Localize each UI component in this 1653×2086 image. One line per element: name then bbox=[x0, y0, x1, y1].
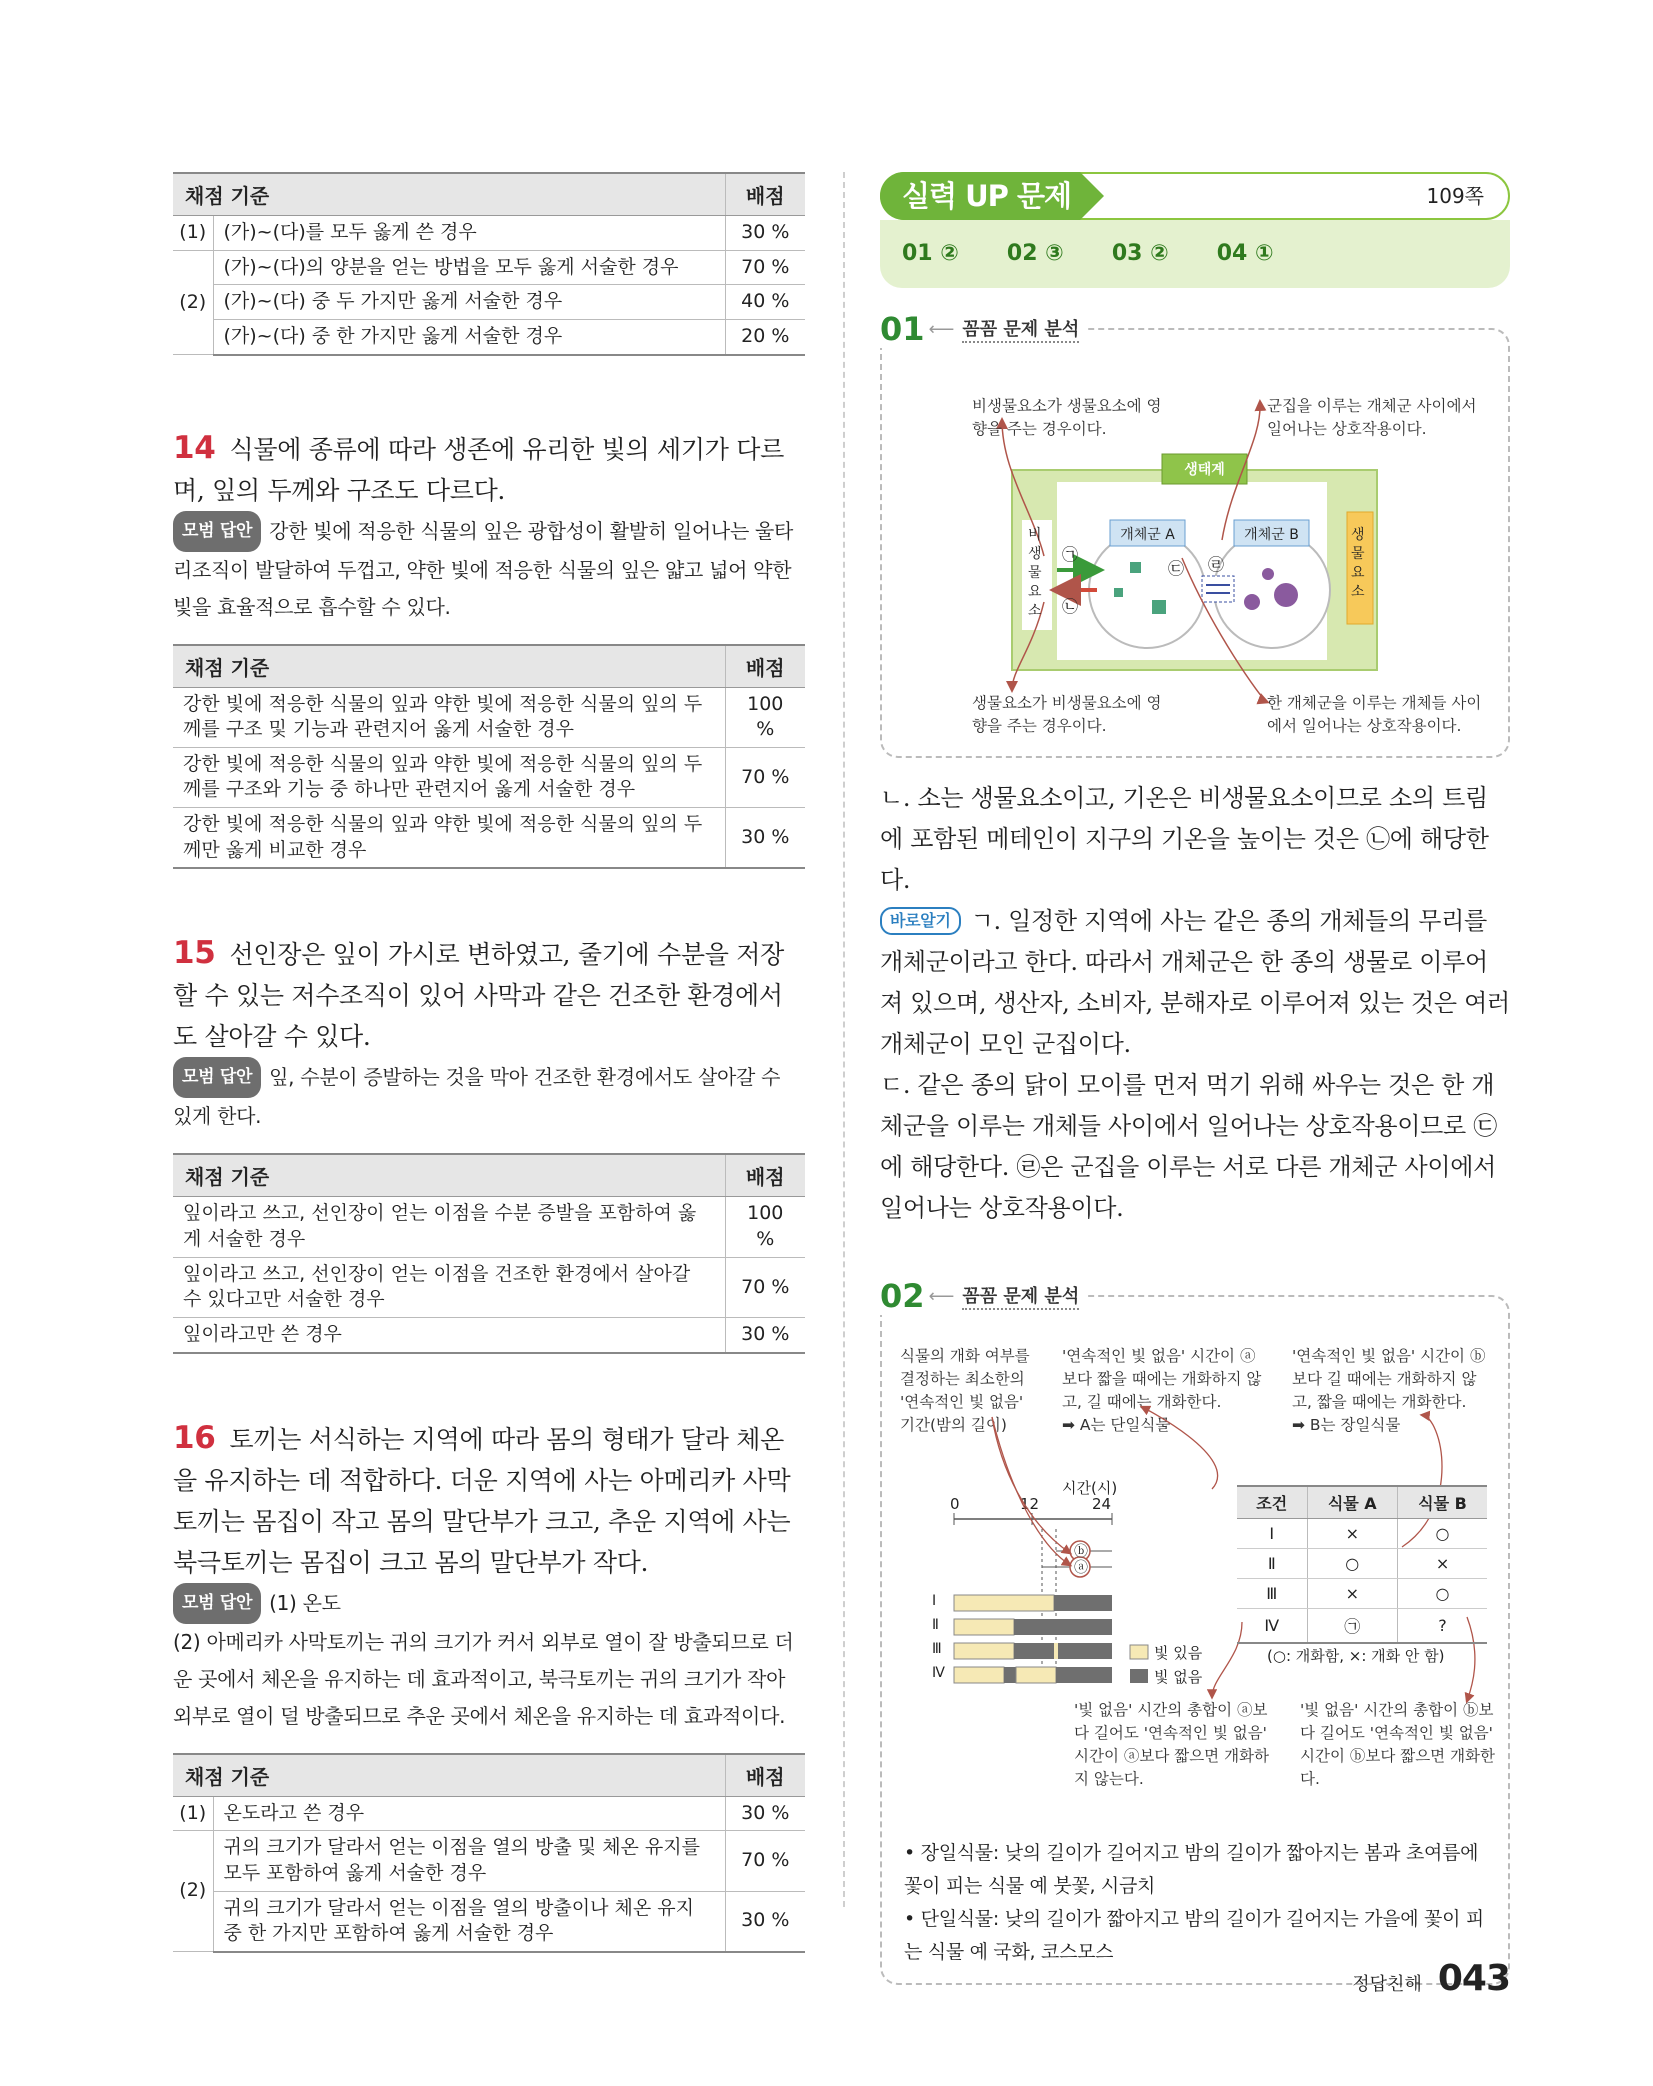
points: 30 % bbox=[725, 1796, 805, 1831]
page-number: 043 bbox=[1437, 1958, 1510, 1999]
explanation-01 bbox=[880, 778, 1510, 1229]
footer-label: 정답친해 bbox=[1352, 1974, 1422, 1995]
question-number: 16 bbox=[173, 1419, 216, 1456]
question-15 bbox=[173, 933, 805, 1353]
analysis-box-02 bbox=[880, 1277, 1510, 1985]
analysis-label: 꼼꼼 문제 분석 bbox=[962, 315, 1079, 343]
points: 30 % bbox=[725, 808, 805, 869]
table-row bbox=[1237, 1579, 1487, 1609]
points: 100 % bbox=[725, 687, 805, 747]
bar-dark bbox=[1014, 1619, 1112, 1635]
flowering-table-header: 식물 B bbox=[1398, 1486, 1487, 1519]
table-row bbox=[173, 1831, 805, 1891]
table-row bbox=[1237, 1549, 1487, 1579]
bar-light bbox=[954, 1643, 1014, 1659]
question-body: 선인장은 잎이 가시로 변하였고, 줄기에 수분을 저장할 수 있는 저수조직이 있어 사막과 같은 건조한 환경에서도 살아갈 수 있다. bbox=[173, 940, 784, 1052]
bar-light bbox=[1054, 1643, 1058, 1659]
note-plant-b-conclusion: ➡ B는 장일식물 bbox=[1292, 1416, 1401, 1434]
table-row bbox=[173, 687, 805, 747]
model-answer bbox=[173, 511, 805, 626]
organism-square bbox=[1130, 562, 1141, 573]
question-14 bbox=[173, 428, 805, 870]
flowering-table bbox=[1237, 1485, 1487, 1644]
row-number: (2) bbox=[173, 1831, 213, 1952]
note-plant-a-conclusion: ➡ A는 단일식물 bbox=[1062, 1416, 1171, 1434]
bar-light bbox=[954, 1595, 1054, 1611]
callout-line bbox=[1142, 1407, 1218, 1489]
table-row bbox=[173, 747, 805, 807]
criteria-text: (가)~(다) 중 두 가지만 옳게 서술한 경우 bbox=[213, 285, 725, 320]
criteria-text: 온도라고 쓴 경우 bbox=[213, 1796, 725, 1831]
organism-circle bbox=[1262, 568, 1274, 580]
model-answer bbox=[173, 1583, 805, 1624]
short-day-note: • 단일식물: 낮의 길이가 짧아지고 밤의 길이가 길어지는 가을에 꽃이 피는 식물 예 국화, 코스모스 bbox=[904, 1908, 1484, 1963]
row-label: Ⅰ bbox=[932, 1593, 937, 1609]
criteria-text: 강한 빛에 적응한 식물의 잎과 약한 빛에 적응한 식물의 잎의 두께를 구조와 기능 중 하나만 관련지어 옳게 서술한 경우 bbox=[173, 747, 725, 807]
model-answer-badge: 모범 답안 bbox=[173, 1057, 261, 1098]
question-body: 토끼는 서식하는 지역에 따라 몸의 형태가 달라 체온을 유지하는 데 적합하다. 더운 지역에 사는 아메리카 사막토끼는 몸집이 작고 몸의 말단부가 크고, 추운 지역에 사는 북극토끼는 몸집이 크고 몸의 말단부가 작다. bbox=[173, 1424, 791, 1577]
mark-3: ㉢ bbox=[1168, 559, 1185, 578]
points: 30 % bbox=[725, 1317, 805, 1352]
criteria-text: 잎이라고 쓰고, 선인장이 얻는 이점을 건조한 환경에서 살아갈 수 있다고만 서술한 경우 bbox=[173, 1257, 725, 1317]
analysis-number: 02 bbox=[880, 1277, 925, 1315]
organism-square bbox=[1152, 600, 1166, 614]
note-plant-a-text: '연속적인 빛 없음' 시간이 ⓐ보다 짧을 때에는 개화하지 않고, 길 때에는 개화한다. bbox=[1062, 1347, 1262, 1411]
explanation-paragraph bbox=[880, 901, 1510, 1065]
criteria-text: 강한 빛에 적응한 식물의 잎과 약한 빛에 적응한 식물의 잎의 두께만 옳게 비교한 경우 bbox=[173, 808, 725, 869]
table-row bbox=[173, 285, 805, 320]
criteria-text: 귀의 크기가 달라서 얻는 이점을 열의 방출 및 체온 유지를 모두 포함하여 옳게 서술한 경우 bbox=[213, 1831, 725, 1891]
bar-light bbox=[954, 1667, 1004, 1683]
table-row bbox=[173, 319, 805, 354]
note-total-dark-a: '빛 없음' 시간의 총합이 ⓐ보다 길어도 '연속적인 빛 없음' 시간이 ⓐ보다 짧으면 개화하지 않는다. bbox=[1074, 1701, 1269, 1788]
table-header-criteria: 채점 기준 bbox=[173, 1754, 725, 1797]
criteria-text: 강한 빛에 적응한 식물의 잎과 약한 빛에 적응한 식물의 잎의 두께를 구조 및 기능과 관련지어 옳게 서술한 경우 bbox=[173, 687, 725, 747]
tick-12: 12 bbox=[1020, 1495, 1040, 1513]
mark-a: ⓐ bbox=[1074, 1560, 1088, 1576]
light-dark-bars bbox=[954, 1595, 1112, 1683]
plant-b-cell: × bbox=[1398, 1549, 1487, 1579]
table-header-criteria: 채점 기준 bbox=[173, 645, 725, 688]
population-a-circle bbox=[1089, 532, 1205, 648]
note-plant-b-text: '연속적인 빛 없음' 시간이 ⓑ보다 길 때에는 개화하지 않고, 짧을 때에는 개화한다. bbox=[1292, 1347, 1486, 1411]
plant-a-cell: × bbox=[1307, 1579, 1398, 1609]
organism-square bbox=[1114, 588, 1123, 597]
explanation-text: ㄱ. 일정한 지역에 사는 같은 종의 개체들의 무리를 개체군이라고 한다. 따라서 개체군은 한 종의 생물로 이루어져 있으며, 생산자, 소비자, 분해자로 이루어져 있는 것은 여러 개체군이 모인 군집이다. bbox=[880, 907, 1510, 1058]
baro-badge: 바로알기 bbox=[880, 907, 961, 935]
criteria-text: 잎이라고만 쓴 경우 bbox=[173, 1317, 725, 1352]
table-header-criteria: 채점 기준 bbox=[173, 173, 725, 216]
plant-b-cell: ○ bbox=[1398, 1519, 1487, 1549]
points: 70 % bbox=[725, 747, 805, 807]
criteria-text: 귀의 크기가 달라서 얻는 이점을 열의 방출이나 체온 유지 중 한 가지만 포함하여 옳게 서술한 경우 bbox=[213, 1891, 725, 1952]
organism-circle bbox=[1274, 583, 1298, 607]
note-critical-night: 식물의 개화 여부를 결정하는 최소한의 '연속적인 빛 없음' 기간(밤의 길이) bbox=[900, 1347, 1030, 1434]
bar-dark bbox=[1056, 1667, 1112, 1683]
table-row bbox=[173, 1317, 805, 1352]
legend-light-swatch bbox=[1130, 1645, 1148, 1659]
explanation-paragraph: ㄷ. 같은 종의 닭이 모이를 먼저 먹기 위해 싸우는 것은 한 개체군을 이루는 개체들 사이에서 일어나는 상호작용이므로 ㉢에 해당한다. ㉣은 군집을 이루는 서로 다른 개체군 사이에서 일어나는 상호작용이다. bbox=[880, 1071, 1497, 1222]
table-header-points: 배점 bbox=[725, 1754, 805, 1797]
model-answer bbox=[173, 1057, 805, 1135]
legend-light-label: 빛 있음 bbox=[1154, 1644, 1203, 1662]
scoring-table-16 bbox=[173, 1753, 805, 1953]
answer-item: 02 ③ bbox=[1006, 241, 1064, 266]
scoring-table-13 bbox=[173, 172, 805, 356]
points: 20 % bbox=[725, 319, 805, 354]
row-label: Ⅳ bbox=[932, 1665, 945, 1681]
explanation-paragraph: ㄴ. 소는 생물요소이고, 기온은 비생물요소이므로 소의 트림에 포함된 메테인이 지구의 기온을 높이는 것은 ㉡에 해당한다. bbox=[880, 784, 1489, 894]
answer-text: 강한 빛에 적응한 식물의 잎은 광합성이 활발히 일어나는 울타리조직이 발달하여 두껍고, 약한 빛에 적응한 식물의 잎은 얇고 넓어 약한 빛을 효율적으로 흡수할 수 있다. bbox=[173, 518, 794, 619]
analysis-box-01 bbox=[880, 310, 1510, 758]
up-problem-header bbox=[880, 172, 1510, 224]
legend-dark-label: 빛 없음 bbox=[1154, 1668, 1203, 1686]
up-answer-list bbox=[880, 220, 1510, 288]
table-row bbox=[173, 250, 805, 285]
plant-b-cell: ? bbox=[1398, 1609, 1487, 1644]
criteria-text: 잎이라고 쓰고, 선인장이 얻는 이점을 수분 증발을 포함하여 옳게 서술한 경우 bbox=[173, 1197, 725, 1257]
table-header-points: 배점 bbox=[725, 645, 805, 688]
points: 70 % bbox=[725, 250, 805, 285]
note-top-left: 비생물요소가 생물요소에 영향을 주는 경우이다. bbox=[972, 397, 1162, 438]
bar-dark bbox=[1014, 1643, 1054, 1659]
answer-item: 01 ② bbox=[902, 241, 959, 266]
question-16 bbox=[173, 1418, 805, 1953]
plant-a-cell: × bbox=[1307, 1519, 1398, 1549]
question-text bbox=[173, 1418, 805, 1583]
table-header-points: 배점 bbox=[725, 173, 805, 216]
condition-cell: Ⅱ bbox=[1237, 1549, 1307, 1579]
scoring-table-14 bbox=[173, 644, 805, 870]
left-column bbox=[173, 172, 805, 1953]
table-row bbox=[173, 808, 805, 869]
pointer-icon: ⟵ bbox=[928, 318, 955, 340]
criteria-text: (가)~(다) 중 한 가지만 옳게 서술한 경우 bbox=[213, 319, 725, 354]
population-a-label: 개체군 A bbox=[1120, 527, 1175, 543]
plant-b-cell: ○ bbox=[1398, 1579, 1487, 1609]
answer-text: 잎, 수분이 증발하는 것을 막아 건조한 환경에서도 살아갈 수 있게 한다. bbox=[173, 1065, 781, 1129]
analysis-number: 01 bbox=[880, 310, 925, 348]
table-row bbox=[173, 1891, 805, 1952]
bar-dark bbox=[1058, 1643, 1112, 1659]
question-text bbox=[173, 933, 805, 1057]
criteria-text: (가)~(다)를 모두 옳게 쓴 경우 bbox=[213, 216, 725, 251]
table-header-criteria: 채점 기준 bbox=[173, 1154, 725, 1197]
points: 30 % bbox=[725, 216, 805, 251]
right-column bbox=[880, 172, 1510, 1985]
points: 100 % bbox=[725, 1197, 805, 1257]
row-number: (1) bbox=[173, 1796, 213, 1831]
bar-dark bbox=[1004, 1667, 1016, 1683]
condition-cell: Ⅳ bbox=[1237, 1609, 1307, 1644]
axis-label: 시간(시) bbox=[1062, 1479, 1118, 1497]
callout-line bbox=[992, 1417, 1070, 1553]
table-row bbox=[173, 216, 805, 251]
flowering-legend: (○: 개화함, ×: 개화 안 함) bbox=[1267, 1647, 1445, 1665]
page-footer bbox=[1352, 1958, 1510, 1999]
plant-a-cell: ○ bbox=[1307, 1549, 1398, 1579]
analysis-label: 꼼꼼 문제 분석 bbox=[962, 1282, 1079, 1310]
legend-dark-swatch bbox=[1130, 1669, 1148, 1683]
mark-2: ㉡ bbox=[1062, 597, 1079, 616]
organism-circle bbox=[1244, 594, 1260, 610]
tick-24: 24 bbox=[1092, 1495, 1112, 1513]
flowering-table-header: 식물 A bbox=[1307, 1486, 1398, 1519]
question-number: 15 bbox=[173, 935, 216, 972]
row-label: Ⅱ bbox=[932, 1617, 939, 1633]
answer-item: 03 ② bbox=[1111, 241, 1169, 266]
question-text bbox=[173, 428, 805, 511]
mark-b: ⓑ bbox=[1074, 1544, 1088, 1560]
row-number: (1) bbox=[173, 216, 213, 251]
scoring-table-15 bbox=[173, 1153, 805, 1353]
model-answer-badge: 모범 답안 bbox=[173, 1583, 261, 1624]
bar-light bbox=[954, 1619, 1014, 1635]
note-bottom-left: 생물요소가 비생물요소에 영향을 주는 경우이다. bbox=[972, 694, 1162, 735]
long-day-note: • 장일식물: 낮의 길이가 길어지고 밤의 길이가 짧아지는 봄과 초여름에 꽃이 피는 식물 예 붓꽃, 시금치 bbox=[904, 1842, 1479, 1897]
up-page-ref: 109쪽 bbox=[1426, 184, 1484, 208]
note-top-right: 군집을 이루는 개체군 사이에서 일어나는 상호작용이다. bbox=[1267, 397, 1477, 438]
pointer-icon: ⟵ bbox=[928, 1285, 955, 1307]
interaction-box bbox=[1202, 576, 1234, 602]
tick-0: 0 bbox=[950, 1495, 960, 1513]
table-row bbox=[173, 1257, 805, 1317]
up-title: 실력 UP 문제 bbox=[880, 172, 1080, 220]
note-bottom-right: 한 개체군을 이루는 개체들 사이에서 일어나는 상호작용이다. bbox=[1267, 694, 1482, 735]
criteria-text: (가)~(다)의 양분을 얻는 방법을 모두 옳게 서술한 경우 bbox=[213, 250, 725, 285]
points: 40 % bbox=[725, 285, 805, 320]
answer-text-1: (1) 온도 bbox=[269, 1590, 341, 1615]
question-body: 식물에 종류에 따라 생존에 유리한 빛의 세기가 다르며, 잎의 두께와 구조도 다르다. bbox=[173, 434, 784, 505]
table-header-points: 배점 bbox=[725, 1154, 805, 1197]
bar-dark bbox=[1054, 1595, 1112, 1611]
row-number: (2) bbox=[173, 250, 213, 354]
flowering-table-header: 조건 bbox=[1237, 1486, 1307, 1519]
ecosystem-label: 생태계 bbox=[1184, 462, 1225, 478]
column-divider bbox=[843, 172, 845, 1907]
table-row bbox=[173, 1197, 805, 1257]
plant-a-cell: ㉠ bbox=[1307, 1609, 1398, 1644]
table-row bbox=[1237, 1609, 1487, 1644]
bar-light bbox=[1016, 1667, 1056, 1683]
answer-item: 04 ① bbox=[1216, 241, 1274, 266]
abiotic-label: 비생물요소 bbox=[1028, 527, 1042, 619]
points: 70 % bbox=[725, 1257, 805, 1317]
table-row bbox=[173, 1796, 805, 1831]
answer-text-2: (2) 아메리카 사막토끼는 귀의 크기가 커서 외부로 열이 잘 방출되므로 더운 곳에서 체온을 유지하는 데 효과적이고, 북극토끼는 귀의 크기가 작아 외부로 열이 덜 방출되므로 추운 곳에서 체온을 유지하는 데 효과적이다. bbox=[173, 1629, 794, 1728]
question-number: 14 bbox=[173, 429, 216, 466]
mark-1: ㉠ bbox=[1062, 545, 1079, 564]
model-answer-badge: 모범 답안 bbox=[173, 511, 261, 552]
plant-type-notes bbox=[904, 1837, 1494, 1969]
population-b-label: 개체군 B bbox=[1244, 527, 1299, 543]
points: 70 % bbox=[725, 1831, 805, 1891]
note-total-dark-b: '빛 없음' 시간의 총합이 ⓑ보다 길어도 '연속적인 빛 없음' 시간이 ⓑ보다 짧으면 개화한다. bbox=[1300, 1701, 1495, 1788]
mark-4: ㉣ bbox=[1208, 555, 1225, 574]
table-row bbox=[1237, 1519, 1487, 1549]
points: 30 % bbox=[725, 1891, 805, 1952]
condition-cell: Ⅰ bbox=[1237, 1519, 1307, 1549]
condition-cell: Ⅲ bbox=[1237, 1579, 1307, 1609]
biotic-label: 생물요소 bbox=[1351, 527, 1365, 600]
callout-line bbox=[992, 1417, 1070, 1565]
row-label: Ⅲ bbox=[932, 1641, 942, 1657]
